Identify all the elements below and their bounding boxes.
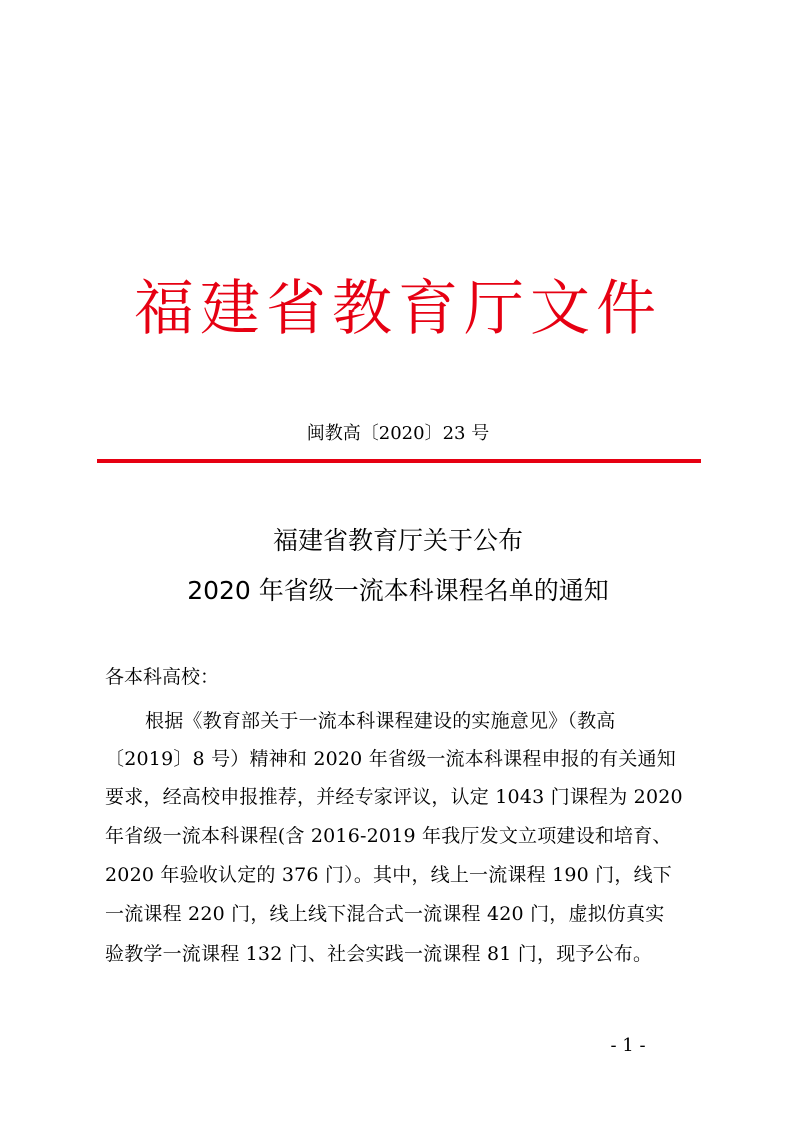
body-line-2: 〔2019〕8 号）精神和 2020 年省级一流本科课程申报的有关通知 — [105, 748, 676, 770]
body-line-3: 要求，经高校申报推荐，并经专家评议，认定 1043 门课程为 2020 — [105, 786, 683, 808]
salutation: 各本科高校： — [105, 666, 220, 688]
page-number: - 1 - — [610, 1035, 646, 1056]
notice-title-line-1: 福建省教育厅关于公布 — [272, 526, 523, 555]
body-line-1: 根据《教育部关于一流本科课程建设的实施意见》（教高 — [145, 710, 616, 732]
body-line-6: 一流课程 220 门，线上线下混合式一流课程 420 门，虚拟仿真实 — [105, 903, 665, 925]
body-line-5: 2020 年验收认定的 376 门）。其中，线上一流课程 190 门，线下 — [105, 864, 672, 886]
masthead-title: 福建省教育厅文件 — [134, 274, 662, 344]
document-number: 闽教高〔2020〕23 号 — [306, 423, 490, 444]
body-line-4: 年省级一流本科课程(含 2016-2019 年我厅发文立项建设和培育、 — [105, 825, 672, 847]
red-divider-rule — [97, 459, 701, 463]
notice-title-line-2: 2020 年省级一流本科课程名单的通知 — [187, 576, 609, 605]
body-line-7: 验教学一流课程 132 门、社会实践一流课程 81 门，现予公布。 — [105, 943, 653, 965]
